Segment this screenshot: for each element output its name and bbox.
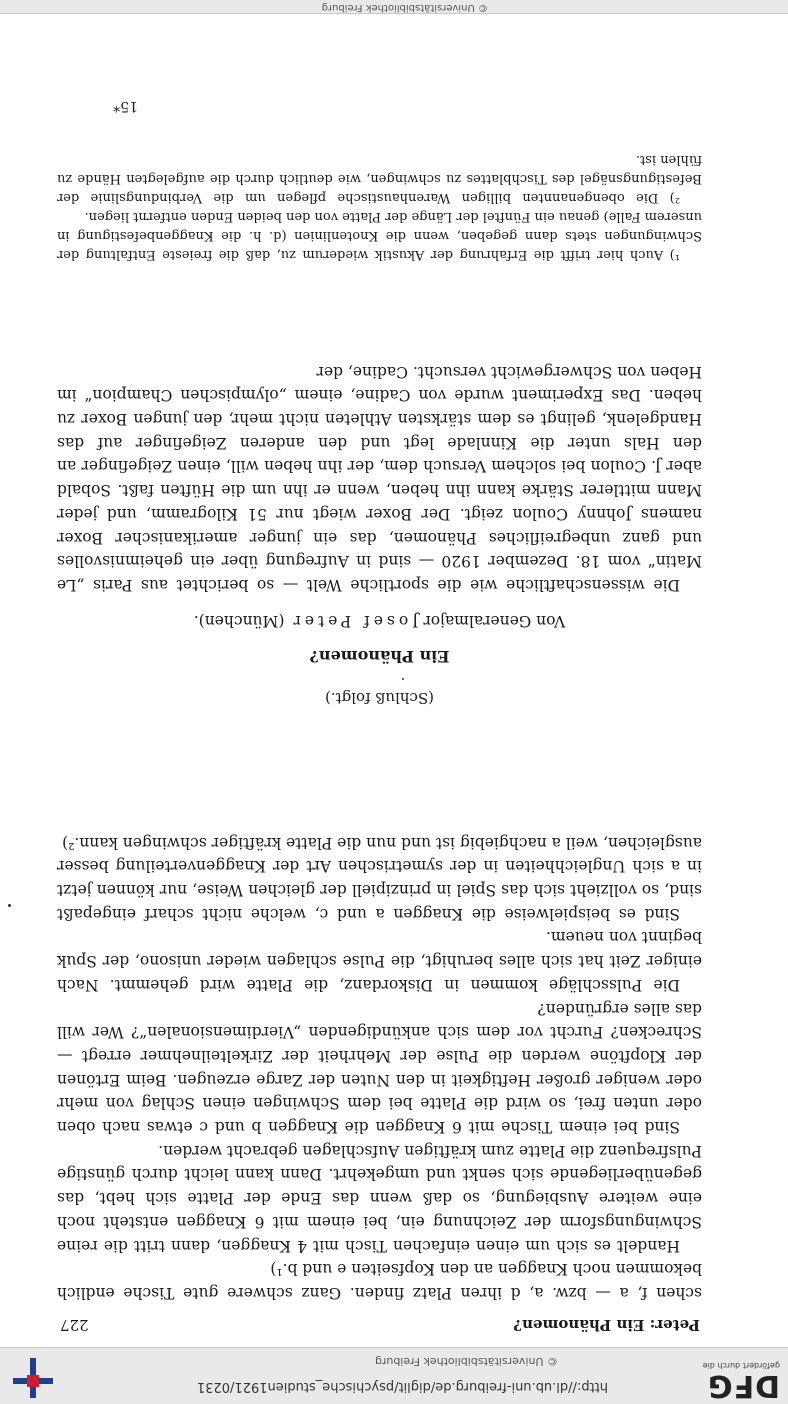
paragraph: Sind es beispielweise die Knaggen a und c, welche nicht scharf eingepaßt sind, so vollzieht sich das Spiel in prinzipiell der gleichen Weise, nur können jetzt in a sich Ungleichheiten in der symetrischen Art der Knaggenverteilung besser ausgleichen, weil a nachgiebig ist und nun die Platte kräftiger schwingen kann.²) bbox=[57, 833, 702, 923]
page-number: 227 bbox=[60, 1316, 89, 1334]
footnote-2: ²) Die obengenannten billigen Warenhaustische pflegen um die Verbindungslinie der Befestigungsnägel des Tischblattes zu schwingen, wie deutlich durch die aufgelegten Hände zu fühlen ist. bbox=[57, 152, 702, 205]
university-logo bbox=[13, 1358, 53, 1398]
body-text-part-1 bbox=[57, 830, 702, 1304]
to-be-continued: (Schluß folgt.) bbox=[324, 689, 435, 707]
article-title: Ein Phänomen? bbox=[309, 647, 450, 666]
viewer-header-bar bbox=[0, 0, 788, 14]
paragraph: Die Pulsschläge kommen in Diskordanz, die Platte wird gehemmt. Nach einiger Zeit hat sich alles beruhigt, die Pulse schlagen wieder unisono, der Spuk beginnt von neuem. bbox=[57, 928, 702, 994]
paragraph: Sind bei einem Tische mit 6 Knaggen die Knaggen b und c etwas nach oben oder unten frei, so wird die Platte bei dem Schwingen einen Schlag von mehr oder weniger großer Heftigkeit in den Nuten der Zarge erzeugen. Beim Ertönen der Klopftöne werden die Pulse der Mehrheit der Zirkelteilnehmer erregt — Schrecken? Furcht vor dem sich ankündigenden „Vierdimensionalen“? Wer will das alles ergründen? bbox=[57, 999, 702, 1137]
separator-mark bbox=[402, 678, 404, 680]
running-header bbox=[60, 1312, 700, 1334]
footnote-1: ¹) Auch hier trifft die Erfahrung der Akustik wiederum zu, daß die freieste Entfaltung der Schwingungen stets dann gegeben, wenn die Knotenlinien (d. h. die Knaggenbefestigung in unserem Falle) genau ein Fünftel der Länge der Platte von den beiden Enden entfernt liegen. bbox=[57, 209, 702, 262]
article-paragraph: Die wissenschaftliche wie die sportliche Welt — so berichtet aus Paris „Le Matin“ vom 18. Dezember 1920 — sind in Aufregung über ein geheimnisvolles und ganz unbegreifliches Phänomen, das ein junger amerikanischer Boxer namens Johnny Coulon zeigt. Der Boxer wiegt nur 51 Kilogramm, und jeder Mann mittlerer Stärke kann ihn heben, wenn er ihn um die Hüften faßt. Sobald aber J. Coulon bei solchem Versuch dem, der ihn heben will, einen Zeigefinger an den Hals unter die Kinnlade legt und den anderen Zeigefinger auf das Handgelenk, gelingt es dem stärksten Athleten nicht mehr, den jungen Boxer zu heben. Das Experiment wurde von Cadine, einem „olympischen Champion“ im Heben von Schwergewicht versucht. Cadine, der bbox=[57, 362, 702, 594]
body-text-part-2 bbox=[57, 359, 702, 596]
author-line: Von Generalmajor Josef Peter (München). bbox=[193, 612, 566, 630]
dfg-logo: DFG gefördert durch die bbox=[702, 1361, 780, 1403]
author-name: Josef Peter bbox=[289, 612, 419, 630]
source-url[interactable]: http://dl.ub.uni-freiburg.de/diglit/psychische_studien1921/0231 bbox=[196, 1379, 608, 1394]
viewer-footer-bar bbox=[0, 1347, 788, 1404]
running-title: Peter: Ein Phänomen? bbox=[513, 1316, 700, 1334]
continuation-paragraph: schen f, a — bzw. a, d ihren Platz finden. Ganz schwere gute Tische endlich bekommen noch Knaggen an den Kopfseiten e und b.¹) bbox=[57, 1260, 702, 1302]
copyright-text: © Universitätsbibliothek Freiburg bbox=[375, 1355, 558, 1368]
footnotes bbox=[57, 150, 702, 264]
paragraph: Handelt es sich um einen einfachen Tisch mit 4 Knaggen, dann tritt die reine Schwingungsform der Zeichnung ein, bei einem mit 6 Knaggen entsteht noch eine weitere Ausbiegung, so daß wenn das Ende der Platte sich hebt, das gegenüberliegende sich senkt und umgekehrt. Dann kann leicht durch günstige Pulsfrequenz die Platte zum kräftigen Aufschlagen gebracht werden. bbox=[57, 1141, 702, 1255]
sheet-signature: 15* bbox=[113, 98, 138, 114]
copyright-text-top: © Universitätsbibliothek Freiburg bbox=[321, 2, 488, 13]
stray-mark bbox=[8, 904, 11, 907]
